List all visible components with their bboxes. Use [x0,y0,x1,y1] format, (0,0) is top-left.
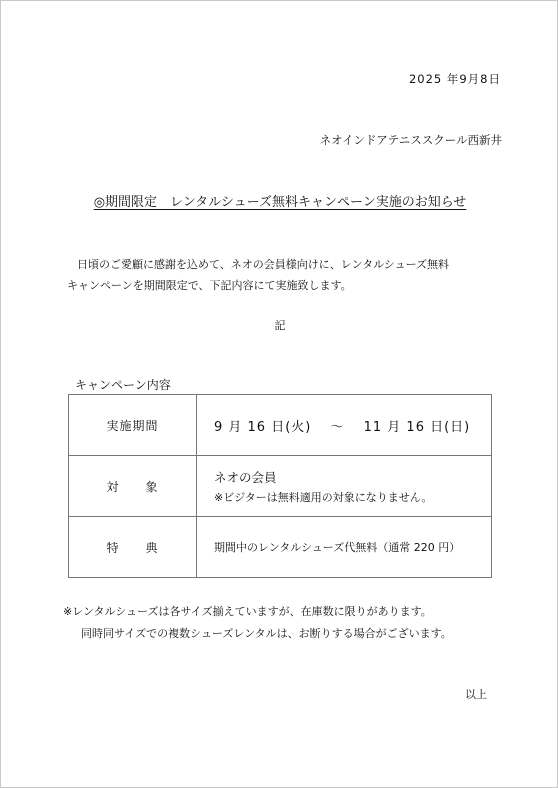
intro-line-2: キャンペーンを期間限定で、下記内容にて実施致します。 [67,279,352,292]
notice-title: ◎期間限定 レンタルシューズ無料キャンペーン実施のお知らせ [93,195,467,210]
note-line-2: 同時同サイズでの複数シューズレンタルは、お断りする場合がございます。 [81,627,452,640]
table-row [69,517,492,578]
note-line-1: ※レンタルシューズは各サイズ揃えていますが、在庫数に限りがあります。 [63,605,432,618]
table-row [69,456,492,517]
ki-marker: 記 [274,319,286,332]
organization-name: ネオインドアテニススクール西新井 [319,133,502,147]
benefit-value: 期間中のレンタルシューズ代無料（通常 220 円） [214,541,461,554]
row-label: 対 象 [69,456,197,517]
row-label: 実施期間 [69,395,197,456]
section-label: キャンペーン内容 [75,378,171,392]
intro-line-1: 日頃のご愛顧に感謝を込めて、ネオの会員様向けに、レンタルシューズ無料 [77,258,450,271]
row-value [197,395,492,456]
row-value [197,456,492,517]
row-value [197,517,492,578]
target-note: ※ビジターは無料適用の対象になりません。 [214,490,433,504]
closing-text: 以上 [465,688,487,701]
table-row [69,395,492,456]
campaign-table [68,394,492,578]
target-value: ネオの会員 [214,469,277,485]
document-date: 2025 年9月8日 [408,72,501,86]
row-label: 特 典 [69,517,197,578]
period-value: 9 月 16 日(火) ～ 11 月 16 日(日) [214,419,471,435]
